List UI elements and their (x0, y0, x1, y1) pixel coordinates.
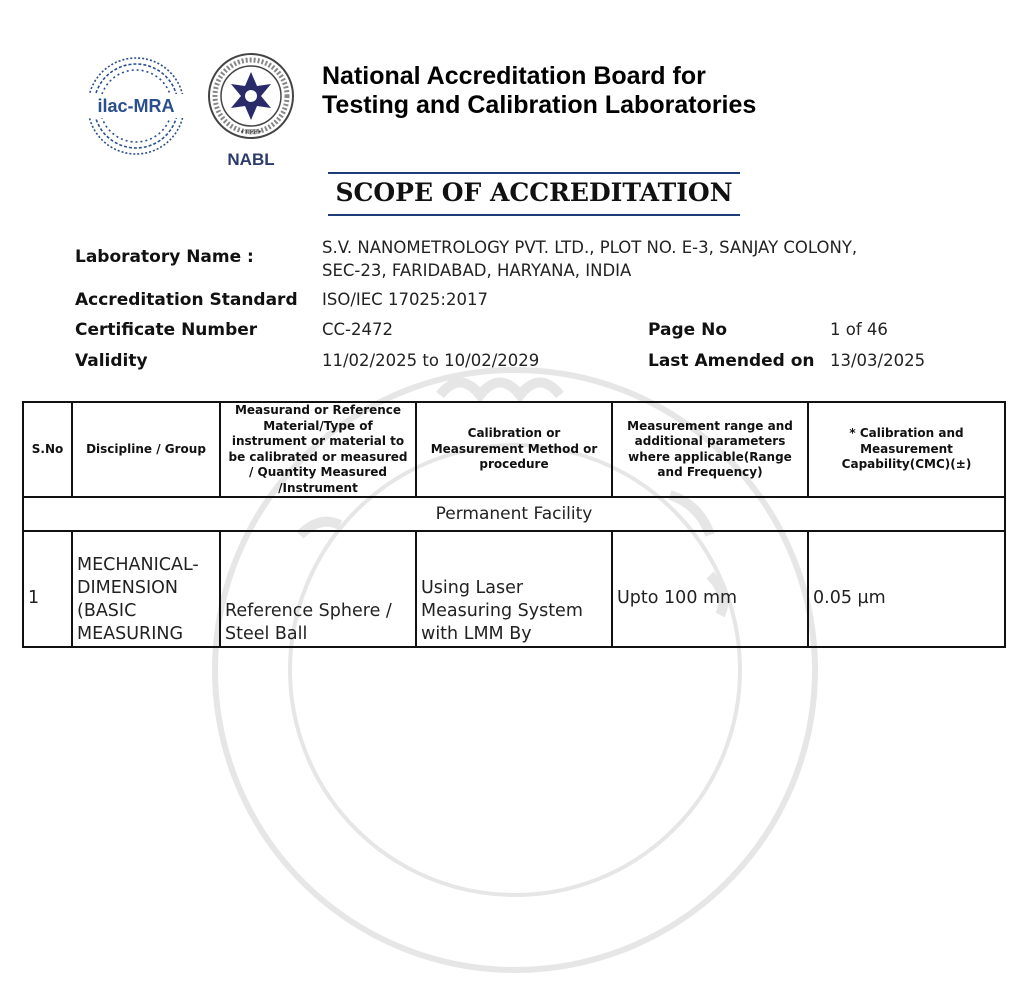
header-cmc: * Calibration and Measurement Capability(CMC)(±) (808, 402, 1005, 497)
lab-name-line1: S.V. NANOMETROLOGY PVT. LTD., PLOT NO. E-3, SANJAY COLONY, (322, 238, 858, 257)
nabl-logo-text: NABL (227, 150, 275, 169)
header-discipline: Discipline / Group (72, 402, 220, 497)
page-no-value: 1 of 46 (830, 320, 888, 339)
certificate-value: CC-2472 (322, 320, 393, 339)
cell-cmc: 0.05 µm (808, 531, 1005, 647)
nabl-seal-bottom: •भारत• (240, 128, 262, 136)
nabl-logo (205, 50, 297, 170)
table-row (23, 531, 1005, 647)
lab-name-value (322, 236, 857, 282)
lab-name-label: Laboratory Name : (75, 247, 254, 267)
validity-label: Validity (75, 351, 148, 371)
cell-measurand: Reference Sphere / Steel Ball (220, 531, 416, 647)
org-title-line2: Testing and Calibration Laboratories (322, 91, 757, 119)
cell-sno: 1 (23, 531, 72, 647)
ilac-mra-logo (84, 54, 188, 158)
org-title (322, 62, 756, 120)
certificate-label: Certificate Number (75, 320, 258, 340)
standard-value: ISO/IEC 17025:2017 (322, 290, 488, 309)
cell-method: Using Laser Measuring System with LMM By (416, 531, 612, 647)
header-sno: S.No (23, 402, 72, 497)
validity-value: 11/02/2025 to 10/02/2029 (322, 351, 540, 370)
org-title-line1: National Accreditation Board for (322, 62, 706, 90)
scope-heading: SCOPE OF ACCREDITATION (328, 172, 740, 216)
facility-row (23, 497, 1005, 531)
last-amended-label: Last Amended on (648, 351, 815, 371)
standard-label: Accreditation Standard (75, 290, 298, 310)
lab-name-line2: SEC-23, FARIDABAD, HARYANA, INDIA (322, 261, 632, 280)
cell-discipline: MECHANICAL- DIMENSION (BASIC MEASURING (72, 531, 220, 647)
last-amended-value: 13/03/2025 (830, 351, 926, 370)
header-range: Measurement range and additional parameters where applicable(Range and Frequency) (612, 402, 808, 497)
cell-range: Upto 100 mm (612, 531, 808, 647)
page-no-label: Page No (648, 320, 727, 340)
header-method: Calibration or Measurement Method or procedure (416, 402, 612, 497)
table-header-row (23, 402, 1005, 497)
ilac-logo-text: ilac-MRA (97, 96, 175, 116)
facility-label: Permanent Facility (23, 497, 1005, 531)
scope-table (22, 401, 1006, 648)
header-measurand: Measurand or Reference Material/Type of instrument or material to be calibrated or measured / Quantity Measured /Instrument (220, 402, 416, 497)
